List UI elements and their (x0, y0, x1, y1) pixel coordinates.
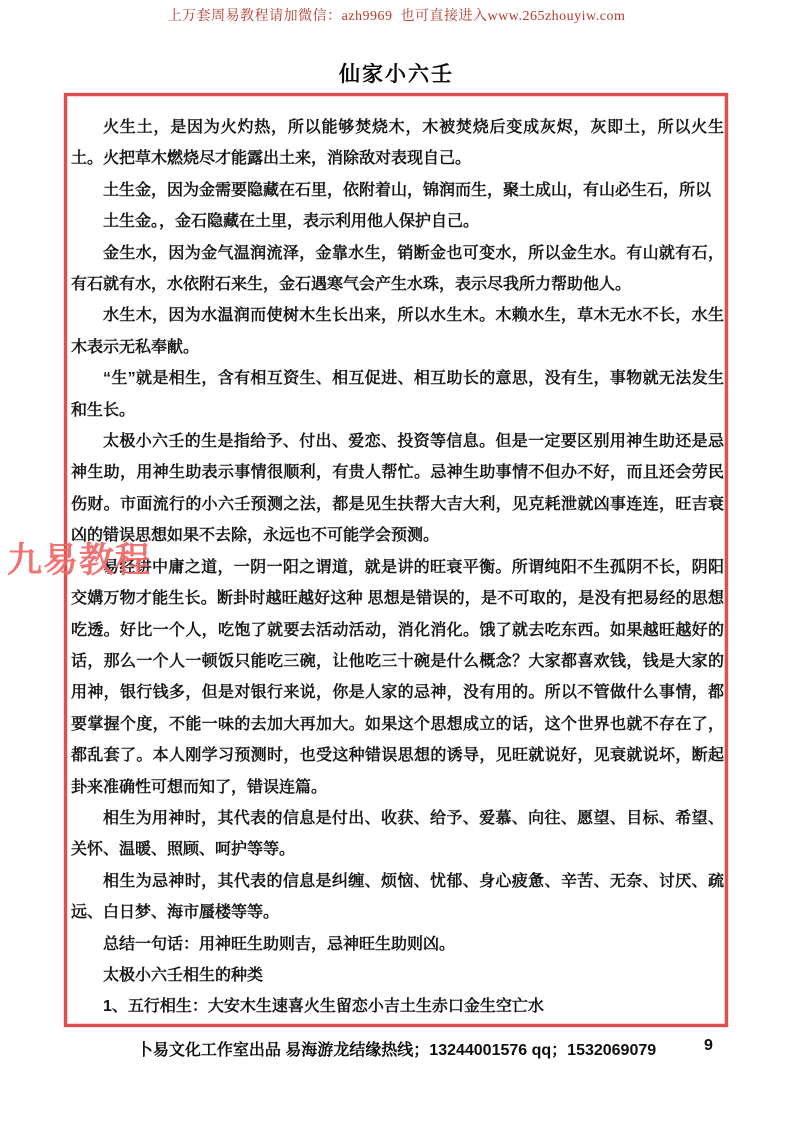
paragraph: 太极小六壬相生的种类 (103, 966, 264, 984)
paragraph: 1、五行相生：大安木生速喜火生留恋小吉土生赤口金生空亡水 (103, 998, 544, 1016)
paragraph: 相生为用神时，其代表的信息是付出、收获、给予、爱慕、向往、愿望、目标、希望、关怀、温暖、照顾、呵护等等。 (71, 809, 724, 859)
paragraph: 土生金。，金石隐藏在土里，表示利用他人保护自己。 (103, 213, 480, 231)
paragraph: 水生木，因为水温润而使树木生长出来，所以水生木。木赖水生，草木无水不长，水生木表示无私奉献。 (71, 307, 724, 356)
paragraph: 金生水，因为金气温润流泽，金靠水生，销断金也可变水，所以金生水。有山就有石，有石就有水，水依附石来生，金石遇寒气会产生水珠，表示尽我所力帮助他人。 (71, 244, 724, 294)
paragraph: 火生土，是因为火灼热，所以能够焚烧木，木被焚烧后变成灰烬，灰即土，所以火生土。火把草木燃烧尽才能露出土来，消除敌对表现自己。 (71, 119, 724, 168)
red-border-content-box (64, 93, 728, 1027)
paragraph: “生”就是相生，含有相互资生、相互促进、相互助长的意思，没有生，事物就无法发生和生长。 (71, 370, 724, 419)
promo-header-notice: 上万套周易教程请加微信：azh9969 也可直接进入www.265zhouyiw.com (167, 9, 626, 24)
paragraph: 易经讲中庸之道，一阴一阳之谓道，就是讲的旺衰平衡。所谓纯阳不生孤阴不长，阴阳交媾万物才能生长。断卦时越旺越好这种 思想是错误的，是不可取的，是没有把易经的思想吃透。好比一个人，吃饱了就要去活动活动，消化消化。饿了就去吃东西。如果越旺越好的话，那么一个人一顿饭只能吃三碗，让他吃三十碗是什么概念？大家都喜欢钱，钱是大家的用神，银行钱多，但是对银行来说，你是人家的忌神，没有用的。所以不管做什么事情，都要掌握个度，不能一味的去加大再加大。如果这个思想成立的话，这个世界也就不存在了，都乱套了。本人刚学习预测时，也受这种错误思想的诱导，见旺就说好，见衰就说坏，断起卦来准确性可想而知了，错误连篇。 (71, 558, 724, 796)
footer-contact-line: 卜易文化工作室出品 易海游龙结缘热线；13244001576 qq；1532069079 (136, 1042, 657, 1059)
paragraph: 土生金，因为金需要隐藏在石里，依附着山，锦润而生，聚土成山，有山必生石，所以 (103, 181, 712, 199)
paragraph: 相生为忌神时，其代表的信息是纠缠、烦恼、忧郁、身心疲惫、辛苦、无奈、讨厌、疏远、白日梦、海市蜃楼等等。 (71, 872, 724, 922)
body-paragraphs (71, 112, 724, 1023)
paragraph: 太极小六壬的生是指给予、付出、爱恋、投资等信息。但是一定要区别用神生助还是忌神生助，用神生助表示事情很顺利，有贵人帮忙。忌神生助事情不但办不好，而且还会劳民伤财。市面流行的小六壬预测之法，都是见生扶帮大吉大利，见克耗泄就凶事连连，旺吉衰凶的错误思想如果不去除，永远也不可能学会预测。 (71, 433, 724, 545)
page-number: 9 (704, 1037, 713, 1054)
paragraph: 总结一句话：用神旺生助则吉，忌神旺生助则凶。 (103, 935, 456, 953)
watermark-text: 九易教程 (7, 541, 152, 580)
page-title: 仙家小六壬 (339, 63, 454, 86)
